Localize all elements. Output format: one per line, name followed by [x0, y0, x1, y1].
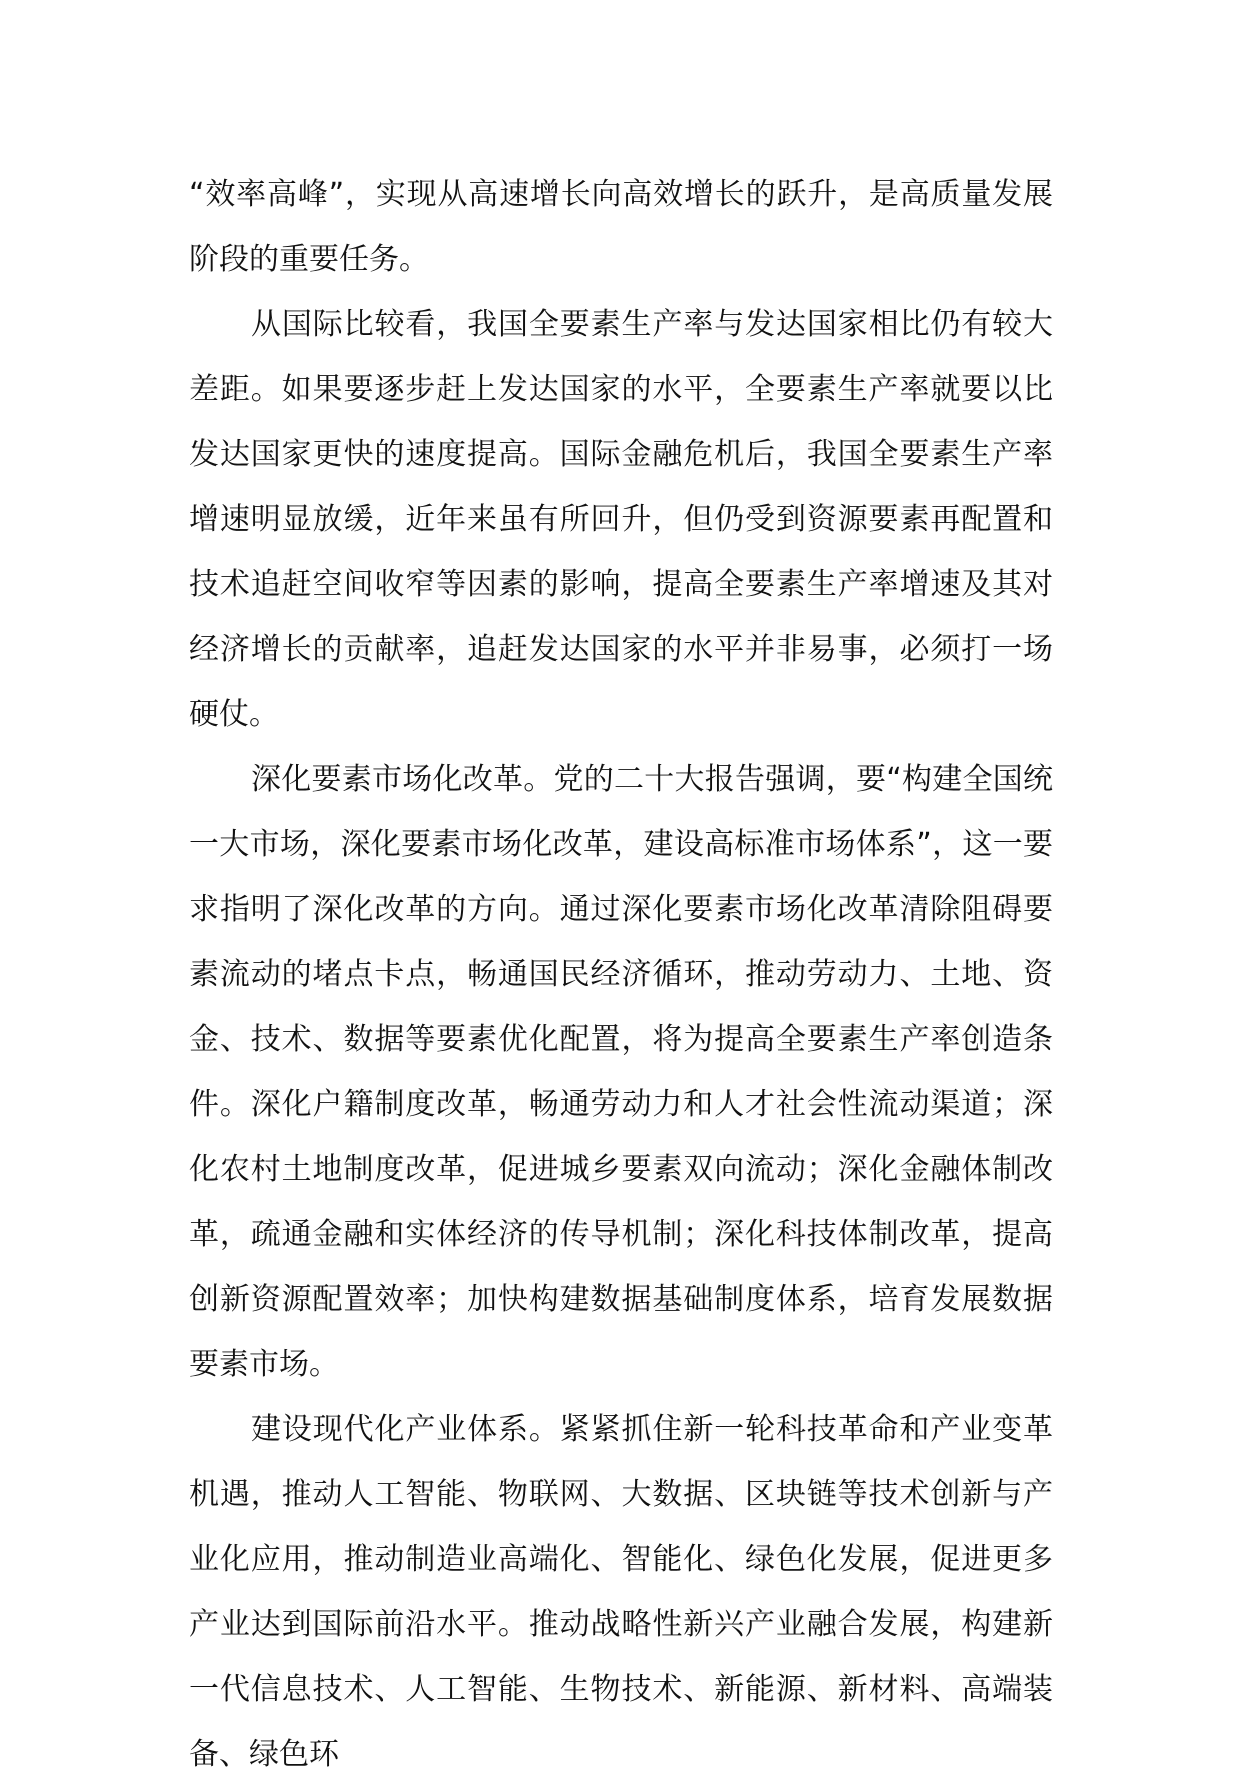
paragraph-continuation: “效率高峰”，实现从高速增长向高效增长的跃升，是高质量发展阶段的重要任务。 [189, 177, 1053, 277]
paragraph-international-comparison: 从国际比较看，我国全要素生产率与发达国家相比仍有较大差距。如果要逐步赶上发达国家的水平，全要素生产率就要以比发达国家更快的速度提高。国际金融危机后，我国全要素生产率增速明显放缓，近年来虽有所回升，但仍受到资源要素再配置和技术追赶空间收窄等因素的影响，提高全要素生产率增速及其对经济增长的贡献率，追赶发达国家的水平并非易事，必须打一场硬仗。 [189, 307, 1053, 732]
paragraph-modern-industrial-system: 建设现代化产业体系。紧紧抓住新一轮科技革命和产业变革机遇，推动人工智能、物联网、大数据、区块链等技术创新与产业化应用，推动制造业高端化、智能化、绿色化发展，促进更多产业达到国际前沿水平。推动战略性新兴产业融合发展，构建新一代信息技术、人工智能、生物技术、新能源、新材料、高端装备、绿色环 [189, 1412, 1053, 1772]
document-page [189, 162, 1053, 1787]
paragraph-factor-market-reform: 深化要素市场化改革。党的二十大报告强调，要“构建全国统一大市场，深化要素市场化改革，建设高标准市场体系”，这一要求指明了深化改革的方向。通过深化要素市场化改革清除阻碍要素流动的堵点卡点，畅通国民经济循环，推动劳动力、土地、资金、技术、数据等要素优化配置，将为提高全要素生产率创造条件。深化户籍制度改革，畅通劳动力和人才社会性流动渠道；深化农村土地制度改革，促进城乡要素双向流动；深化金融体制改革，疏通金融和实体经济的传导机制；深化科技体制改革，提高创新资源配置效率；加快构建数据基础制度体系，培育发展数据要素市场。 [189, 762, 1053, 1382]
